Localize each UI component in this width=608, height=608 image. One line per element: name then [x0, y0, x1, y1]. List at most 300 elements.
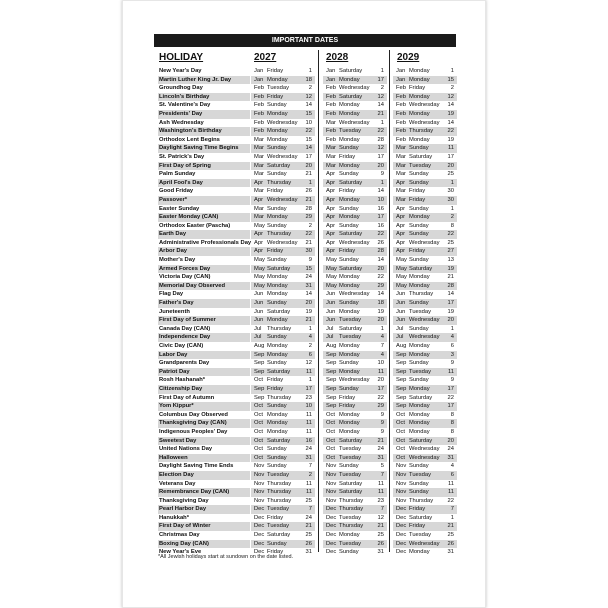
date-cell-2028 [323, 376, 387, 385]
month: Oct [326, 454, 336, 461]
month: Feb [326, 136, 336, 143]
table-row [158, 162, 458, 171]
month: Jan [254, 68, 264, 74]
weekday: Saturday [267, 368, 291, 375]
holiday-cell [158, 385, 250, 394]
month: Oct [254, 411, 264, 418]
table-row [158, 505, 458, 514]
month: Mar [254, 153, 264, 160]
month: Dec [326, 523, 337, 530]
holiday-cell [158, 497, 250, 506]
day-number: 22 [447, 231, 454, 238]
month: Apr [396, 179, 406, 186]
month: Oct [396, 420, 406, 427]
month: Jun [396, 291, 406, 298]
holiday-name: Citizenship Day [159, 385, 203, 392]
date-cell-2028 [323, 153, 387, 162]
date-cell-2028 [323, 213, 387, 222]
day-number: 23 [377, 497, 384, 504]
day-number: 2 [450, 214, 454, 221]
date-cell-2027 [251, 540, 315, 549]
month: Oct [254, 437, 264, 444]
weekday: Saturday [339, 179, 363, 186]
weekday: Tuesday [267, 471, 290, 478]
holiday-name: Hanukkah* [159, 514, 189, 521]
weekday: Monday [409, 282, 430, 289]
table-row [158, 290, 458, 299]
day-number: 6 [450, 343, 454, 349]
day-number: 14 [447, 102, 454, 109]
weekday: Saturday [339, 68, 363, 74]
weekday: Monday [339, 343, 360, 349]
month: Mar [326, 162, 336, 169]
day-number: 10 [305, 403, 312, 410]
date-cell-2029 [393, 76, 457, 85]
weekday: Monday [339, 196, 360, 203]
date-cell-2027 [251, 222, 315, 231]
weekday: Monday [267, 343, 288, 349]
weekday: Sunday [267, 360, 287, 367]
weekday: Monday [267, 351, 288, 358]
date-cell-2027 [251, 531, 315, 540]
weekday: Monday [267, 128, 288, 135]
holiday-cell [158, 84, 250, 93]
page-title: IMPORTANT DATES [154, 34, 456, 47]
day-number: 14 [305, 291, 312, 298]
month: Jul [254, 325, 262, 332]
month: Feb [254, 128, 264, 135]
day-number: 2 [308, 85, 312, 92]
date-cell-2027 [251, 437, 315, 446]
month: May [396, 274, 407, 281]
holiday-cell [158, 93, 250, 102]
month: Dec [396, 540, 407, 547]
month: Oct [396, 411, 406, 418]
day-number: 1 [308, 179, 312, 186]
weekday: Monday [409, 549, 430, 556]
day-number: 11 [305, 428, 312, 435]
date-cell-2029 [393, 101, 457, 110]
day-number: 30 [305, 248, 312, 255]
month: Sep [254, 385, 265, 392]
date-cell-2027 [251, 144, 315, 153]
day-number: 1 [308, 325, 312, 332]
day-number: 11 [305, 368, 312, 375]
month: Dec [396, 549, 407, 556]
weekday: Sunday [409, 145, 429, 152]
weekday: Monday [409, 214, 430, 221]
weekday: Thursday [267, 489, 292, 496]
day-number: 17 [447, 403, 454, 410]
weekday: Tuesday [267, 523, 290, 530]
day-number: 15 [305, 110, 312, 117]
month: Apr [326, 188, 336, 195]
date-cell-2029 [393, 333, 457, 342]
holiday-name: Thanksgiving Day [159, 497, 209, 504]
weekday: Friday [267, 188, 284, 195]
weekday: Monday [339, 136, 360, 143]
date-cell-2028 [323, 93, 387, 102]
holiday-cell [158, 480, 250, 489]
table-row [158, 419, 458, 428]
holiday-name: Veterans Day [159, 480, 196, 487]
weekday: Monday [409, 76, 430, 83]
holiday-cell [158, 273, 250, 282]
day-number: 22 [377, 128, 384, 135]
holiday-cell [158, 445, 250, 454]
month: Nov [326, 480, 337, 487]
month: Oct [396, 437, 406, 444]
holiday-name: Rosh Hashanah* [159, 377, 206, 384]
weekday: Saturday [339, 93, 363, 100]
date-cell-2028 [323, 402, 387, 411]
holiday-column-header: HOLIDAY [159, 52, 204, 63]
date-cell-2027 [251, 480, 315, 489]
month: Apr [326, 239, 336, 246]
day-number: 1 [380, 325, 384, 332]
weekday: Sunday [409, 205, 429, 212]
weekday: Wednesday [409, 317, 440, 324]
month: Nov [254, 489, 265, 496]
date-cell-2029 [393, 540, 457, 549]
day-number: 14 [377, 188, 384, 195]
month: Sep [326, 403, 337, 410]
day-number: 22 [377, 231, 384, 238]
day-number: 28 [447, 282, 454, 289]
table-row [158, 196, 458, 205]
day-number: 31 [305, 454, 312, 461]
month: Oct [326, 411, 336, 418]
month: Apr [254, 248, 264, 255]
day-number: 7 [450, 506, 454, 513]
weekday: Monday [339, 420, 360, 427]
holiday-name: First Day of Spring [159, 162, 211, 169]
month: Sep [326, 385, 337, 392]
weekday: Monday [339, 274, 360, 281]
month: Mar [326, 145, 336, 152]
table-row [158, 119, 458, 128]
weekday: Friday [339, 153, 356, 160]
day-number: 24 [377, 446, 384, 453]
day-number: 14 [377, 257, 384, 264]
year-2028-header: 2028 [326, 52, 349, 63]
day-number: 15 [305, 136, 312, 143]
date-cell-2029 [393, 153, 457, 162]
date-cell-2029 [393, 247, 457, 256]
table-row [158, 359, 458, 368]
month: Sep [326, 351, 337, 358]
holiday-name: Passover* [159, 196, 188, 203]
date-cell-2029 [393, 359, 457, 368]
weekday: Sunday [267, 300, 287, 307]
table-row [158, 84, 458, 93]
day-number: 1 [450, 325, 454, 332]
holiday-cell [158, 136, 250, 145]
holiday-name: Groundhog Day [159, 85, 203, 92]
month: Dec [326, 514, 337, 521]
date-cell-2028 [323, 505, 387, 514]
month: Oct [254, 403, 264, 410]
date-cell-2029 [393, 299, 457, 308]
holiday-name: Easter Sunday [159, 205, 200, 212]
holiday-name: Patriot Day [159, 368, 190, 375]
date-cell-2027 [251, 454, 315, 463]
date-cell-2029 [393, 213, 457, 222]
weekday: Wednesday [267, 196, 298, 203]
month: Mar [396, 145, 406, 152]
month: May [254, 265, 265, 272]
date-cell-2028 [323, 256, 387, 265]
weekday: Monday [339, 282, 360, 289]
holiday-cell [158, 127, 250, 136]
month: Oct [254, 420, 264, 427]
weekday: Wednesday [409, 454, 440, 461]
month: Nov [396, 480, 407, 487]
month: Mar [396, 188, 406, 195]
weekday: Saturday [409, 394, 433, 401]
date-cell-2027 [251, 376, 315, 385]
month: Apr [254, 239, 264, 246]
day-number: 11 [447, 368, 454, 375]
weekday: Sunday [409, 300, 429, 307]
day-number: 21 [447, 523, 454, 530]
day-number: 2 [308, 471, 312, 478]
holiday-cell [158, 179, 250, 188]
holiday-name: Presidents' Day [159, 110, 203, 117]
weekday: Sunday [339, 360, 359, 367]
day-number: 9 [380, 411, 384, 418]
holiday-cell [158, 462, 250, 471]
date-cell-2028 [323, 428, 387, 437]
day-number: 31 [377, 549, 384, 556]
date-cell-2027 [251, 514, 315, 523]
date-cell-2028 [323, 179, 387, 188]
holiday-name: First Day of Autumn [159, 394, 215, 401]
date-cell-2027 [251, 445, 315, 454]
holiday-name: Mother's Day [159, 257, 196, 264]
weekday: Saturday [339, 489, 363, 496]
table-row [158, 402, 458, 411]
date-cell-2027 [251, 247, 315, 256]
holiday-cell [158, 110, 250, 119]
day-number: 3 [450, 351, 454, 358]
year-2029-header: 2029 [397, 52, 420, 63]
date-cell-2029 [393, 84, 457, 93]
month: Nov [326, 489, 337, 496]
date-cell-2028 [323, 368, 387, 377]
weekday: Tuesday [409, 368, 432, 375]
weekday: Wednesday [409, 239, 440, 246]
holiday-cell [158, 351, 250, 360]
weekday: Wednesday [409, 446, 440, 453]
weekday: Friday [267, 385, 284, 392]
date-cell-2027 [251, 119, 315, 128]
day-number: 14 [447, 119, 454, 126]
holiday-cell [158, 282, 250, 291]
weekday: Sunday [409, 325, 429, 332]
day-number: 1 [450, 514, 454, 521]
date-cell-2027 [251, 290, 315, 299]
table-row [158, 299, 458, 308]
day-number: 19 [447, 110, 454, 117]
holiday-cell [158, 368, 250, 377]
weekday: Friday [409, 248, 426, 255]
month: Feb [326, 110, 336, 117]
day-number: 8 [450, 222, 454, 229]
weekday: Thursday [339, 497, 364, 504]
month: Oct [254, 428, 264, 435]
holiday-cell [158, 187, 250, 196]
table-row [158, 239, 458, 248]
holiday-cell [158, 76, 250, 85]
month: Jul [396, 325, 404, 332]
day-number: 7 [380, 471, 384, 478]
holiday-name: Easter Monday (CAN) [159, 214, 219, 221]
weekday: Sunday [339, 300, 359, 307]
date-cell-2027 [251, 342, 315, 351]
weekday: Friday [409, 188, 426, 195]
weekday: Sunday [409, 171, 429, 178]
weekday: Monday [339, 428, 360, 435]
weekday: Monday [339, 76, 360, 83]
table-row [158, 127, 458, 136]
date-cell-2028 [323, 411, 387, 420]
month: Nov [396, 489, 407, 496]
weekday: Sunday [409, 231, 429, 238]
month: Mar [326, 119, 336, 126]
table-row [158, 385, 458, 394]
date-cell-2029 [393, 205, 457, 214]
date-cell-2029 [393, 488, 457, 497]
weekday: Friday [409, 523, 426, 530]
weekday: Monday [339, 368, 360, 375]
day-number: 14 [377, 102, 384, 109]
weekday: Sunday [267, 222, 287, 229]
date-cell-2028 [323, 394, 387, 403]
table-row [158, 222, 458, 231]
month: Sep [396, 351, 407, 358]
date-cell-2027 [251, 316, 315, 325]
table-row [158, 411, 458, 420]
table-row [158, 316, 458, 325]
date-cell-2029 [393, 265, 457, 274]
table-row [158, 437, 458, 446]
day-number: 2 [380, 85, 384, 92]
month: May [254, 222, 265, 229]
date-cell-2027 [251, 162, 315, 171]
weekday: Monday [267, 136, 288, 143]
table-row [158, 308, 458, 317]
month: Dec [326, 549, 337, 556]
table-row [158, 462, 458, 471]
holiday-cell [158, 333, 250, 342]
day-number: 26 [447, 540, 454, 547]
weekday: Monday [409, 68, 430, 74]
weekday: Saturday [339, 325, 363, 332]
holiday-cell [158, 514, 250, 523]
day-number: 20 [447, 437, 454, 444]
weekday: Saturday [339, 231, 363, 238]
day-number: 31 [447, 549, 454, 556]
month: Feb [326, 102, 336, 109]
date-cell-2027 [251, 428, 315, 437]
date-cell-2029 [393, 402, 457, 411]
weekday: Saturday [409, 514, 433, 521]
holiday-name: First Day of Summer [159, 317, 216, 324]
holiday-cell [158, 290, 250, 299]
day-number: 23 [305, 394, 312, 401]
holiday-name: Columbus Day Observed [159, 411, 228, 418]
table-row [158, 342, 458, 351]
date-cell-2027 [251, 402, 315, 411]
month: Dec [396, 523, 407, 530]
table-row [158, 522, 458, 531]
dates-table [158, 67, 458, 557]
day-number: 28 [377, 136, 384, 143]
month: May [326, 274, 337, 281]
month: Feb [396, 85, 406, 92]
date-cell-2028 [323, 480, 387, 489]
date-cell-2028 [323, 333, 387, 342]
weekday: Monday [267, 420, 288, 427]
day-number: 11 [305, 420, 312, 427]
month: Dec [326, 532, 337, 539]
day-number: 6 [308, 351, 312, 358]
holiday-cell [158, 247, 250, 256]
date-cell-2029 [393, 548, 457, 557]
table-row [158, 514, 458, 523]
date-cell-2029 [393, 385, 457, 394]
holiday-name: Election Day [159, 471, 194, 478]
month: Feb [326, 85, 336, 92]
date-cell-2028 [323, 514, 387, 523]
weekday: Tuesday [409, 162, 432, 169]
month: Dec [254, 532, 265, 539]
day-number: 5 [380, 463, 384, 470]
weekday: Sunday [267, 334, 287, 341]
day-number: 17 [305, 153, 312, 160]
month: Nov [326, 471, 337, 478]
day-number: 29 [377, 403, 384, 410]
month: Nov [396, 497, 407, 504]
weekday: Monday [409, 93, 430, 100]
weekday: Friday [267, 248, 284, 255]
date-cell-2029 [393, 505, 457, 514]
weekday: Saturday [267, 308, 291, 315]
date-cell-2029 [393, 282, 457, 291]
weekday: Saturday [267, 437, 291, 444]
weekday: Monday [409, 403, 430, 410]
holiday-cell [158, 411, 250, 420]
date-cell-2029 [393, 316, 457, 325]
day-number: 21 [377, 437, 384, 444]
weekday: Sunday [409, 463, 429, 470]
month: Feb [396, 128, 406, 135]
month: Dec [254, 523, 265, 530]
month: Oct [326, 420, 336, 427]
weekday: Tuesday [339, 454, 362, 461]
month: May [396, 265, 407, 272]
weekday: Tuesday [267, 506, 290, 513]
weekday: Sunday [409, 222, 429, 229]
weekday: Saturday [409, 437, 433, 444]
holiday-name: Martin Luther King Jr. Day [159, 76, 232, 83]
month: Jun [254, 291, 264, 298]
table-row [158, 282, 458, 291]
holiday-name: New Year's Day [159, 68, 202, 74]
month: Apr [326, 231, 336, 238]
month: Mar [396, 153, 406, 160]
